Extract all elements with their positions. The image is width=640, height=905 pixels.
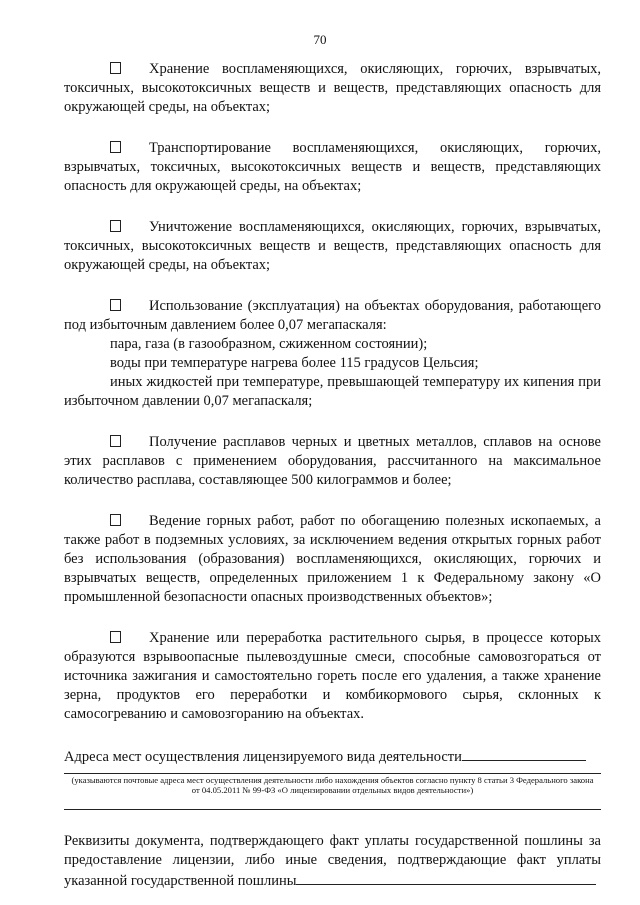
- payment-label: Реквизиты документа, подтверждающего факт уплаты государственной пошлины за предоставление лицензии, либо иные сведения, подтверждающие факт уплаты указанной государственной пошлины: [64, 833, 601, 889]
- address-field: [64, 746, 601, 767]
- checkbox[interactable]: [110, 299, 121, 311]
- document-content: [64, 60, 601, 891]
- checkbox[interactable]: [110, 141, 121, 153]
- activity-text: Получение расплавов черных и цветных металлов, сплавов на основе этих расплавов с применением оборудования, рассчитанного на максимальное количество расплава, составляющее 500 килограммов и более;: [64, 434, 601, 488]
- activity-item-melting: [64, 433, 601, 490]
- activity-item-storage: [64, 60, 601, 117]
- page-number: 70: [313, 32, 327, 47]
- sub-item: пара, газа (в газообразном, сжиженном состоянии);: [110, 336, 428, 352]
- activity-item-transport: [64, 139, 601, 196]
- checkbox[interactable]: [110, 631, 121, 643]
- checkbox[interactable]: [110, 435, 121, 447]
- address-input[interactable]: [462, 746, 586, 761]
- sub-item: воды при температуре нагрева более 115 градусов Цельсия;: [110, 355, 479, 371]
- checkbox[interactable]: [110, 62, 121, 74]
- address-caption: (указываются почтовые адреса мест осуществления деятельности либо нахождения объектов согласно пункту 8 статьи 3 Федерального закона от 04.05.2011 № 99-ФЗ «О лицензировании отдельных видов деятельности»): [71, 775, 594, 795]
- activity-item-destruction: [64, 218, 601, 275]
- sub-item: иных жидкостей при температуре, превышающей температуру их кипения при избыточном давлении 0,07 мегапаскаля;: [64, 374, 601, 409]
- activity-text: Ведение горных работ, работ по обогащению полезных ископаемых, а также работ в подземных условиях, за исключением ведения открытых горных работ без использования (образования) воспламеняющихся, окисляющих, горючих и взрывчатых веществ, определенных приложением 1 к Федеральному закону «О промышленной безопасности опасных производственных объектов»;: [64, 513, 601, 605]
- address-input-line[interactable]: [64, 773, 601, 774]
- activity-text: Использование (эксплуатация) на объектах оборудования, работающего под избыточным давлением более 0,07 мегапаскаля:: [64, 298, 601, 333]
- address-label: Адреса мест осуществления лицензируемого вида деятельности: [64, 749, 462, 765]
- payment-field: [64, 832, 601, 891]
- activity-text: Уничтожение воспламеняющихся, окисляющих, горючих, взрывчатых, токсичных, высокотоксичных веществ и веществ, представляющих опасность для окружающей среды, на объектах;: [64, 219, 601, 273]
- checkbox[interactable]: [110, 514, 121, 526]
- activity-item-pressure-equipment: [64, 297, 601, 411]
- activity-text: Транспортирование воспламеняющихся, окисляющих, горючих, взрывчатых, токсичных, высокотоксичных веществ и веществ, представляющих опасность для окружающей среды, на объектах;: [64, 140, 601, 194]
- activity-item-plant-raw-materials: [64, 629, 601, 724]
- activity-item-mining: [64, 512, 601, 607]
- activity-text: Хранение воспламеняющихся, окисляющих, горючих, взрывчатых, токсичных, высокотоксичных веществ и веществ, представляющих опасность для окружающей среды, на объектах;: [64, 61, 601, 115]
- activity-text: Хранение или переработка растительного сырья, в процессе которых образуются взрывоопасные пылевоздушные смеси, способные самовозгораться от источника зажигания и самостоятельно гореть после его удаления, а также хранение зерна, продуктов его переработки и комбикормового сырья, склонных к самосогреванию и самовозгоранию на объектах.: [64, 630, 601, 722]
- checkbox[interactable]: [110, 220, 121, 232]
- address-input-line-2[interactable]: [64, 809, 601, 810]
- payment-input[interactable]: [296, 870, 596, 885]
